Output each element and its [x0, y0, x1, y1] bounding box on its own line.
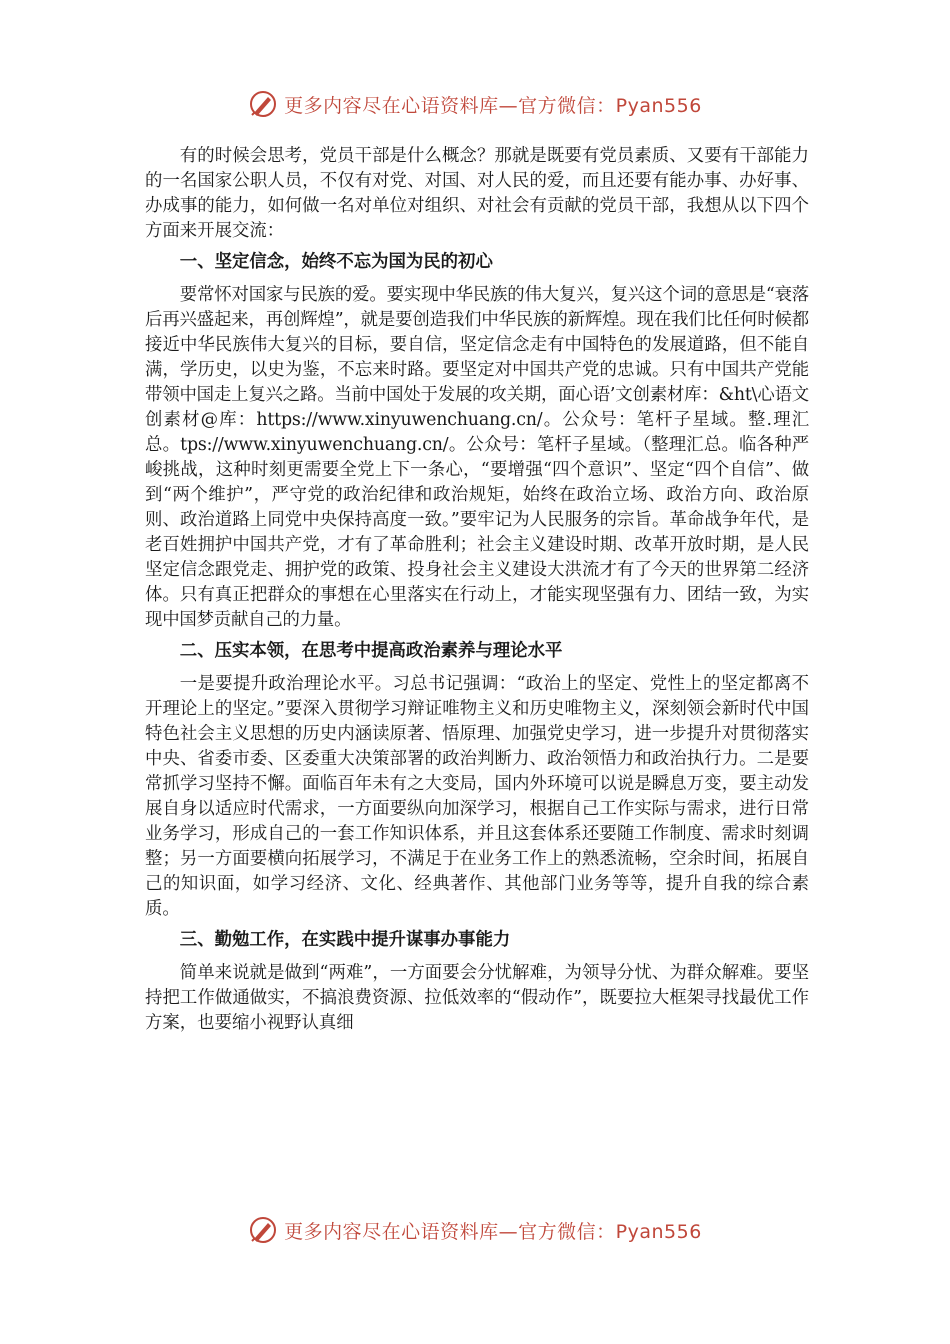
- document-body: [145, 144, 809, 1041]
- pen-logo-icon: [248, 89, 278, 119]
- section-heading-2: 二、压实本领，在思考中提高政治素养与理论水平: [179, 641, 563, 661]
- section-2-paragraph: 一是要提升政治理论水平。习总书记强调：“政治上的坚定、党性上的坚定都离不开理论上的坚定。”要深入贯彻学习辩证唯物主义和历史唯物主义，深刻领会新时代中国特色社会主义思想的历史内涵读原著、悟原理、加强党史学习，进一步提升对贯彻落实中央、省委市委、区委重大决策部署的政治判断力、政治领悟力和政治执行力。二是要常抓学习坚持不懈。面临百年未有之大变局，国内外环境可以说是瞬息万变，要主动发展自身以适应时代需求，一方面要纵向加深学习，根据自己工作实际与需求，进行日常业务学习，形成自己的一套工作知识体系，并且这套体系还要随工作制度、需求时刻调整；另一方面要横向拓展学习，不满足于在业务工作上的熟悉流畅，空余时间，拓展自己的知识面，如学习经济、文化、经典著作、其他部门业务等等，提升自我的综合素质。: [145, 674, 809, 919]
- section-3-paragraph: 简单来说就是做到“两难”，一方面要会分忧解难，为领导分忧、为群众解难。要坚持把工作做通做实，不搞浪费资源、拉低效率的“假动作”，既要拉大框架寻找最优工作方案，也要缩小视野认真细: [145, 963, 809, 1033]
- section-heading-3: 三、勤勉工作，在实践中提升谋事办事能力: [179, 930, 511, 950]
- banner-text: 更多内容尽在心语资料库—官方微信：Pyan556: [284, 1220, 702, 1243]
- section-1-paragraph: 要常怀对国家与民族的爱。要实现中华民族的伟大复兴，复兴这个词的意思是“衰落后再兴盛起来，再创辉煌”，就是要创造我们中华民族的新辉煌。现在我们比任何时候都接近中华民族伟大复兴的目标，要自信，坚定信念走有中国特色的发展道路，但不能自满，学历史，以史为鉴，不忘来时路。要坚定对中国共产党的忠诚。只有中国共产党能带领中国走上复兴之路。当前中国处于发展的攻关期，面心语’文创素材库：&ht\心语文创素材@库：https://www.xinyuwenchuang.cn/。公众号：笔杆子星域。整.理汇总。tps://www.xinyuwenchuang.cn/。公众号：笔杆子星域。（整理汇总。临各种严峻挑战，这种时刻更需要全党上下一条心，“要增强“四个意识”、坚定“四个自信”、做到“两个维护”，严守党的政治纪律和政治规矩，始终在政治立场、政治方向、政治原则、政治道路上同党中央保持高度一致。”要牢记为人民服务的宗旨。革命战争年代，是老百姓拥护中国共产党，才有了革命胜利；社会主义建设时期、改革开放时期，是人民坚定信念跟党走、拥护党的政策、投身社会主义建设大洪流才有了今天的世界第二经济体。只有真正把群众的事想在心里落实在行动上，才能实现坚强有力、团结一致，为实现中国梦贡献自己的力量。: [145, 285, 809, 630]
- banner-text: 更多内容尽在心语资料库—官方微信：Pyan556: [284, 94, 702, 117]
- footer-banner: [0, 1210, 950, 1250]
- pen-logo-icon: [248, 1215, 278, 1245]
- intro-paragraph: 有的时候会思考，党员干部是什么概念？那就是既要有党员素质、又要有干部能力的一名国家公职人员，不仅有对党、对国、对人民的爱，而且还要有能办事、办好事、办成事的能力，如何做一名对单位对组织、对社会有贡献的党员干部，我想从以下四个方面来开展交流：: [145, 146, 809, 241]
- header-banner: [0, 84, 950, 124]
- section-heading-1: 一、坚定信念，始终不忘为国为民的初心: [179, 252, 493, 272]
